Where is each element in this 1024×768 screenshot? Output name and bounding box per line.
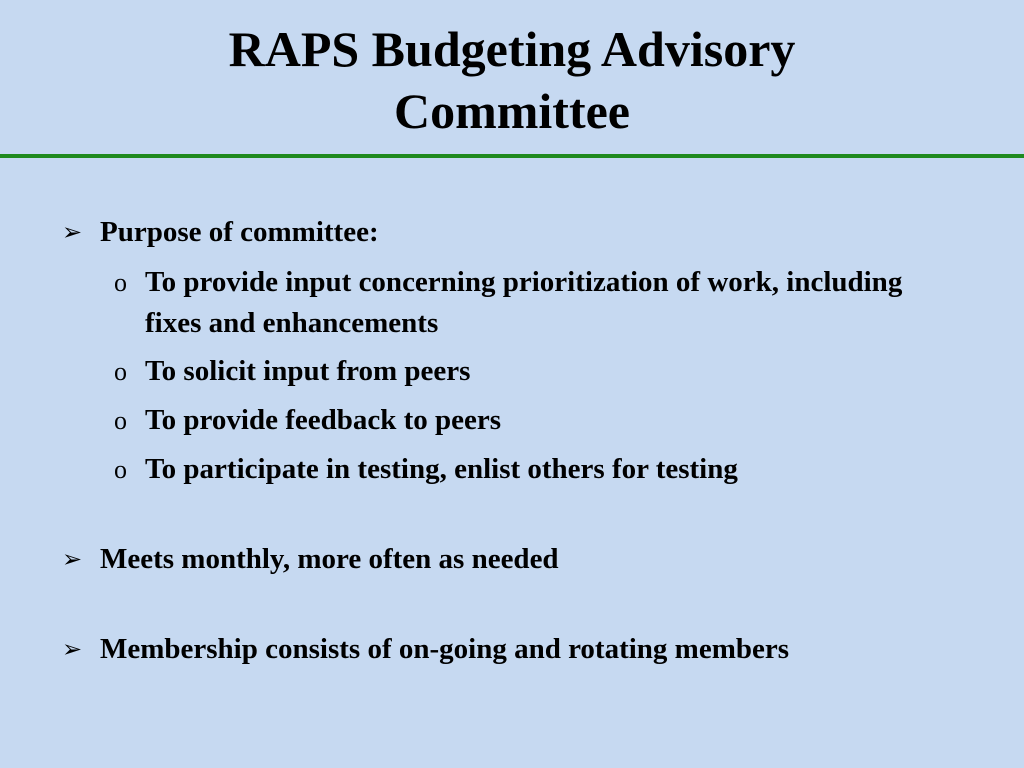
circle-bullet-icon: o	[114, 357, 127, 386]
subbullet-text: To solicit input from peers	[145, 355, 471, 387]
arrow-bullet-icon: ➢	[62, 545, 83, 573]
bullet-text: Purpose of committee:	[100, 216, 379, 248]
arrow-bullet-icon: ➢	[62, 218, 83, 246]
subbullet-text: To provide feedback to peers	[145, 404, 502, 436]
slide-title	[0, 18, 1024, 142]
subbullet-text: To participate in testing, enlist others for testing	[145, 453, 738, 485]
slide-title-line2: Committee	[394, 83, 630, 139]
circle-bullet-icon: o	[114, 268, 127, 297]
title-divider	[0, 154, 1024, 158]
subbullet-text: To provide input concerning prioritization of work, including fixes and enhancements	[145, 266, 903, 339]
bullet-text: Membership consists of on-going and rotating members	[100, 633, 790, 665]
arrow-bullet-icon: ➢	[62, 635, 83, 663]
bullet-text: Meets monthly, more often as needed	[100, 543, 559, 575]
circle-bullet-icon: o	[114, 455, 127, 484]
slide-title-line1: RAPS Budgeting Advisory	[228, 21, 796, 77]
circle-bullet-icon: o	[114, 406, 127, 435]
